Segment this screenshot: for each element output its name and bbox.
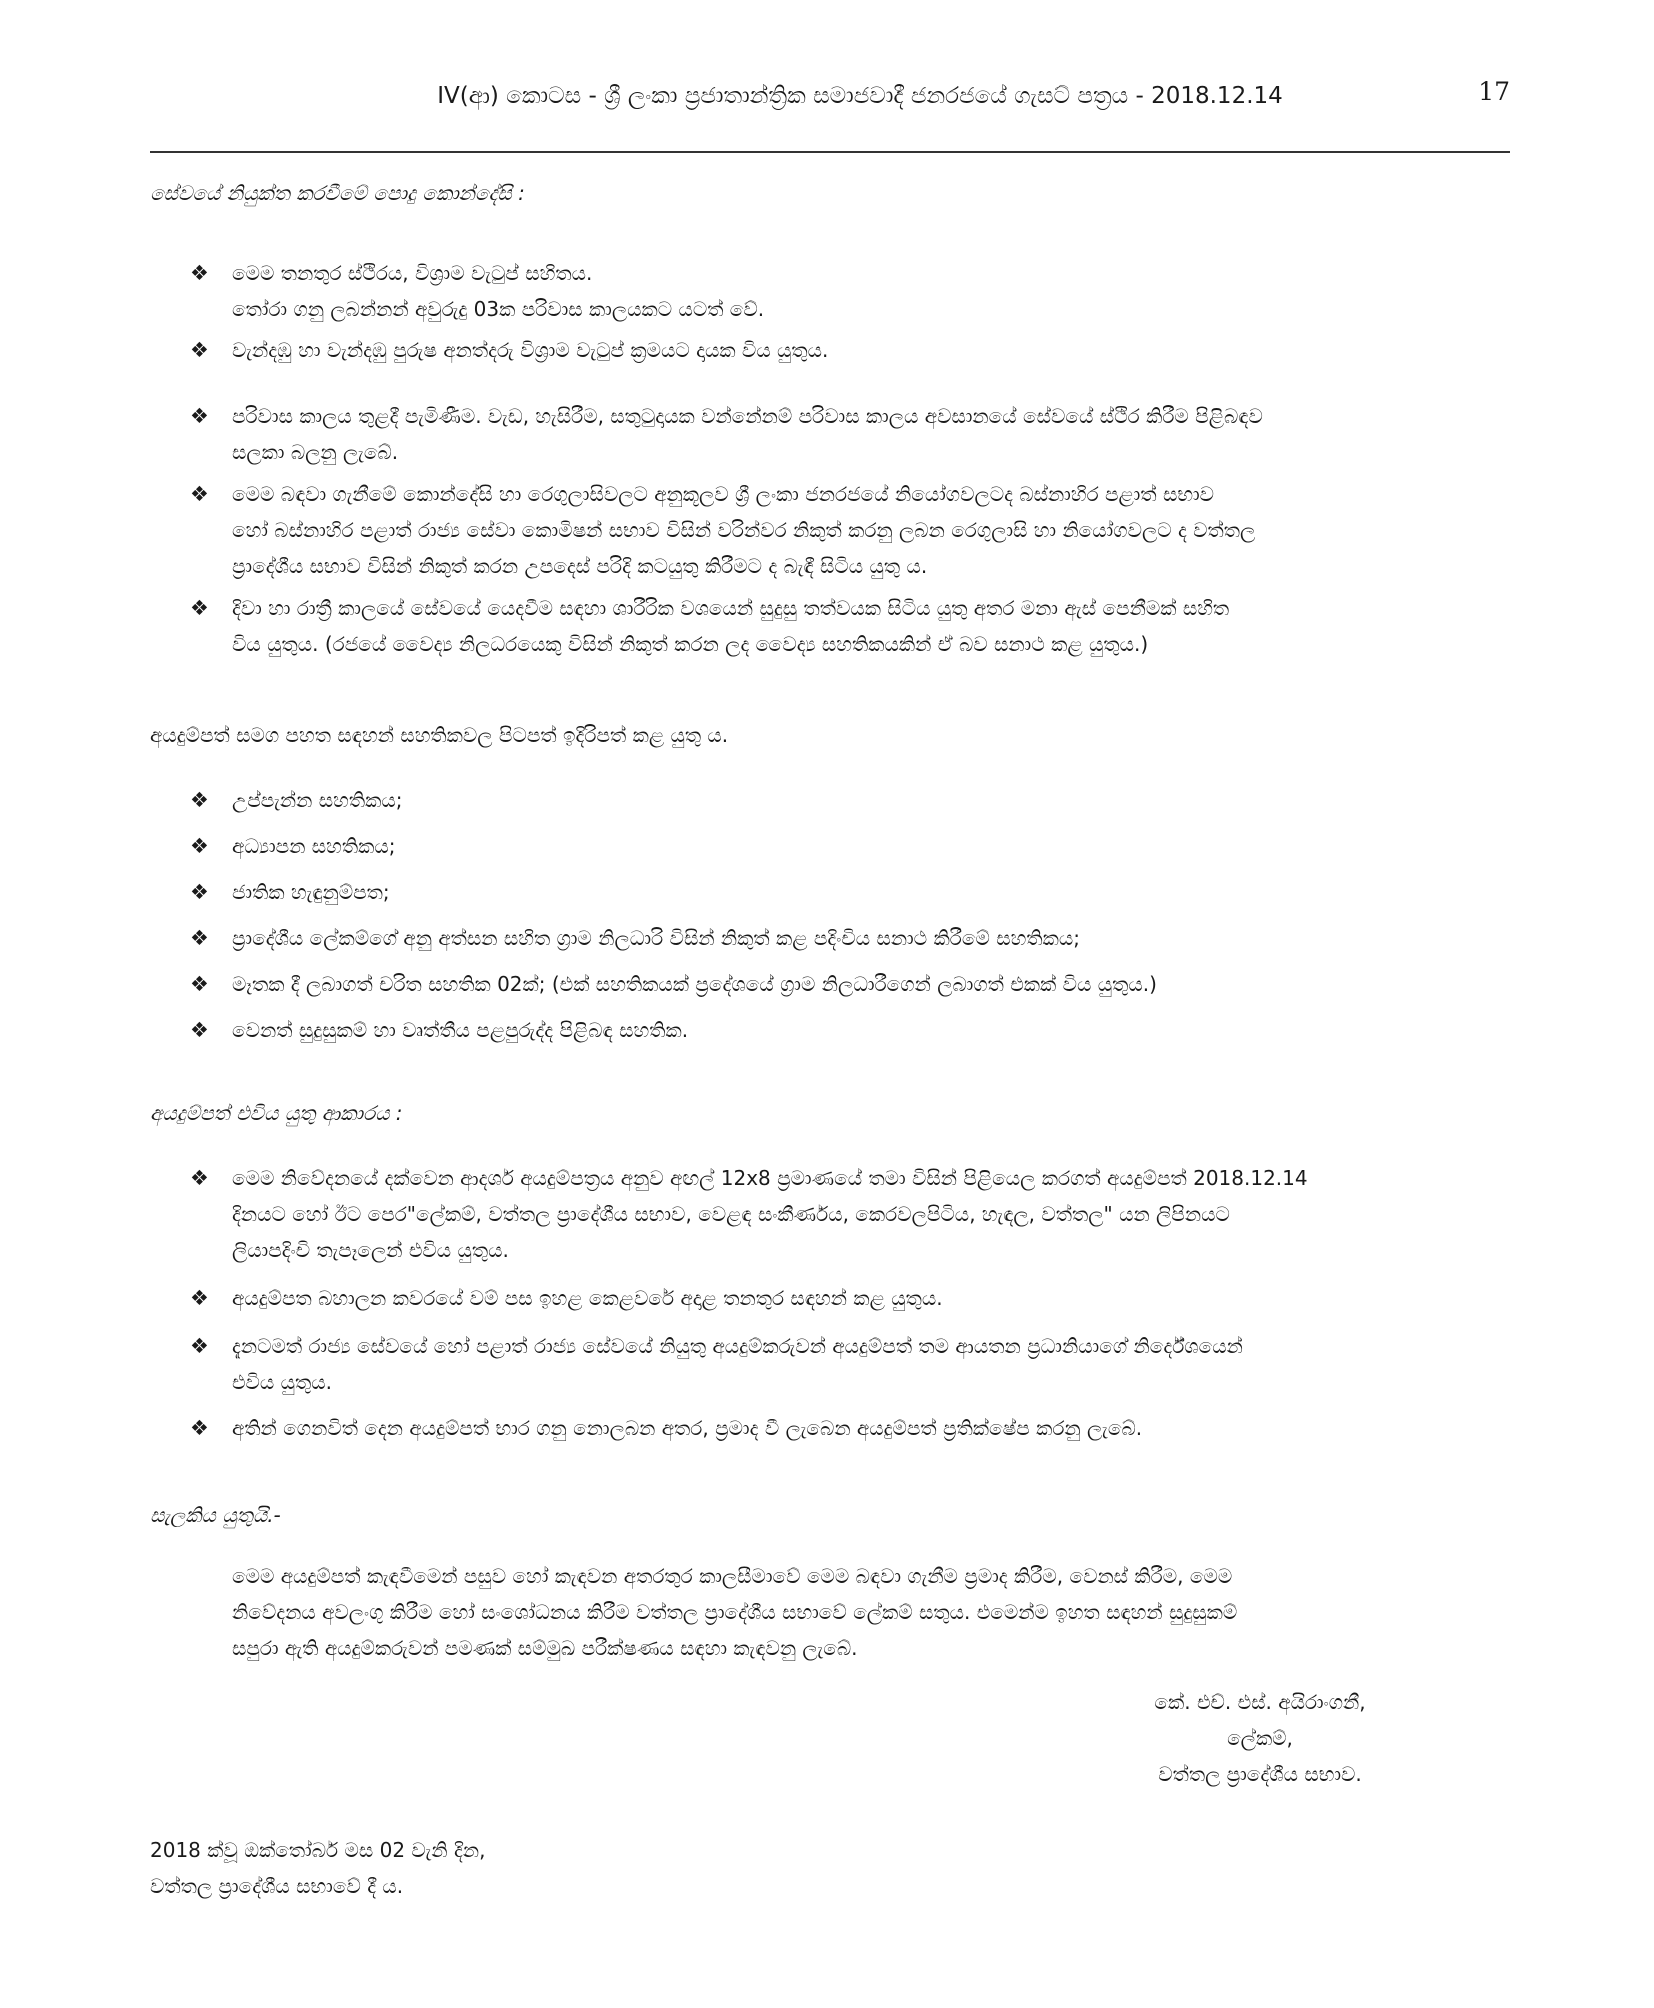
text-line: ජාතික හැඳුනුම්පත; (232, 880, 390, 904)
bullet-diamond-icon: ❖ (190, 1018, 209, 1042)
gazette-header-title: IV(ආ) කොටස - ශ්‍රී ලංකා ප්‍රජාතාන්ත්‍රික සමාජවාදී ජනරජයේ ගැසට් පත්‍රය - 2018.12.14 (437, 83, 1283, 109)
bullet-diamond-icon: ❖ (190, 834, 209, 858)
bullet-diamond-icon: ❖ (190, 338, 209, 362)
text-line: තෝරා ගනු ලබන්නන් අවුරුදු 03ක පරිවාස කාලයකට යටත් වේ. (232, 297, 765, 321)
text-line: පරිවාස කාලය තුළදී පැමිණීම. වැඩ, හැසිරීම, සතුටුදායක වන්නේනම් පරිවාස කාලය අවසානයේ සේවයේ ස්ථිර කිරීම පිළිබඳව (232, 404, 1263, 428)
issue-date: 2018 ක්වූ ඔක්තෝබර් මස 02 වැනි දින, (150, 1838, 486, 1862)
text-line: වෙනත් සුදුසුකම් හා වෘත්තීය පළපුරුද්ද පිළිබඳ සහතික. (232, 1018, 689, 1042)
signatory-designation: ලේකම්, (1227, 1726, 1293, 1750)
text-line: සපුරා ඇති අයදුම්කරුවන් පමණක් සම්මුඛ පරීක්ෂණය සඳහා කැඳවනු ලැබේ. (232, 1636, 858, 1660)
bullet-text (232, 590, 1510, 662)
bullet-diamond-icon: ❖ (190, 482, 209, 506)
bullet-diamond-icon: ❖ (190, 1334, 209, 1358)
bullet-text (232, 966, 1510, 1002)
issue-place: වත්තල ප්‍රාදේශීය සභාවේ දී ය. (150, 1874, 404, 1898)
bullet-text (232, 255, 1510, 327)
signatory-name: කේ. එච්. එස්. අයිරාංගනී, (1154, 1690, 1366, 1714)
text-line: ප්‍රාදේශීය ලේකම්ගේ අනු අත්සන සහිත ග්‍රාම නිලධාරි විසින් නිකුත් කළ පදිංචිය සනාථ කිරීමේ සහතිකය; (232, 926, 1080, 950)
text-line: එවිය යුතුය. (232, 1370, 333, 1394)
text-line: ප්‍රාදේශීය සභාව විසින් නිකුත් කරන උපදෙස් පරිදි කටයුතු කිරීමට ද බැඳී සිටිය යුතු ය. (232, 554, 928, 578)
bullet-text (232, 828, 1510, 864)
issue-date-block (150, 1832, 485, 1904)
text-line: අතින් ගෙනවිත් දෙන අයදුම්පත් භාර ගනු නොලබන අතර, ප්‍රමාද වී ලැබෙන අයදුම්පත් ප්‍රතික්ෂේප කරනු ලැබේ. (232, 1416, 1143, 1440)
bullet-diamond-icon: ❖ (190, 1286, 209, 1310)
text-line: මෙම අයදුම්පත් කැඳවීමෙන් පසුව හෝ කැඳවන අතරතුර කාලසීමාවේ මෙම බඳවා ගැනීම ප්‍රමාද කිරීම, වෙනස් කිරීම, මෙම (232, 1564, 1233, 1588)
bullet-diamond-icon: ❖ (190, 596, 209, 620)
bullet-diamond-icon: ❖ (190, 926, 209, 950)
bullet-text (232, 1012, 1510, 1048)
text-line: මෑතක දී ලබාගත් චරිත සහතික 02ක්; (එක් සහතිකයක් ප්‍රදේශයේ ග්‍රාම නිලධාරීගෙන් ලබාගත් එකක් විය යුතුය.) (232, 972, 1157, 996)
bullet-diamond-icon: ❖ (190, 880, 209, 904)
signature-block (1060, 1684, 1460, 1792)
bullet-text (232, 476, 1510, 584)
text-line: මෙම තනතුර ස්ථිරය, විශ්‍රාම වැටුප් සහිතය. (232, 261, 593, 285)
bullet-text (232, 1328, 1510, 1400)
application-method-heading: අයදුම්පත් එවිය යුතු ආකාරය : (150, 1101, 403, 1125)
text-line: මෙම බඳවා ගැනීමේ කොන්දේසි හා රෙගුලාසිවලට අනුකූලව ශ්‍රී ලංකා ජනරජයේ නියෝගවලටද බස්නාහිර පළාත් සභාව (232, 482, 1215, 506)
text-line: අධ්‍යාපන සහතිකය; (232, 834, 396, 858)
text-line: දිනයට හෝ ඊට පෙර"ලේකම්, වත්තල ප්‍රාදේශීය සභාව, වෙළඳ සංකීර්ණය, කෙරවලපිටිය, හැඳල, වත්තල" යන ලිපිනයට (232, 1202, 1230, 1226)
signatory-office: වත්තල ප්‍රාදේශීය සභාව. (1158, 1762, 1362, 1786)
general-conditions-heading: සේවයේ නියුක්ත කරවීමේ පොදු කොන්දේසි : (150, 181, 525, 205)
note-paragraph (232, 1558, 1510, 1666)
bullet-text (232, 1160, 1510, 1268)
bullet-text (232, 398, 1510, 470)
text-line: වැන්දඹු හා වැන්දඹු පුරුෂ අනත්දරු විශ්‍රාම වැටුප් ක්‍රමයට දායක විය යුතුය. (232, 338, 829, 362)
bullet-text (232, 1280, 1510, 1316)
text-line: අයදුම්පත බහාලන කවරයේ වම් පස ඉහළ කෙළවරේ අදාළ තනතුර සඳහන් කළ යුතුය. (232, 1286, 943, 1310)
bullet-diamond-icon: ❖ (190, 1416, 209, 1440)
bullet-diamond-icon: ❖ (190, 261, 209, 285)
bullet-diamond-icon: ❖ (190, 972, 209, 996)
text-line: සලකා බලනු ලැබේ. (232, 440, 399, 464)
text-line: දිවා හා රාත්‍රී කාලයේ සේවයේ යෙදවීම සඳහා ශාරීරික වශයෙන් සුදුසු තත්වයක සිටිය යුතු අතර මනා ඇස් පෙනීමක් සහිත (232, 596, 1230, 620)
bullet-text (232, 782, 1510, 818)
text-line: මෙම නිවේදනයේ දක්වෙන ආදර්ශ අයදුම්පත්‍රය අනුව අඟල් 12x8 ප්‍රමාණයේ තමා විසින් පිළියෙල කරගත් අයදුම්පත් 2018.12.14 (232, 1166, 1308, 1190)
note-heading: සැලකිය යුතුයි.- (150, 1503, 281, 1527)
header-divider (150, 151, 1510, 153)
certificates-intro: අයදුම්පත් සමග පහත සඳහන් සහතිකවල පිටපත් ඉදිරිපත් කළ යුතු ය. (150, 723, 729, 747)
bullet-text (232, 1410, 1510, 1446)
text-line: හෝ බස්නාහිර පළාත් රාජ්‍ය සේවා කොමිෂන් සභාව විසින් වරින්වර නිකුත් කරනු ලබන රෙගුලාසි හා නියෝගවලට ද වත්තල (232, 518, 1256, 542)
text-line: දැනටමත් රාජ්‍ය සේවයේ හෝ පළාත් රාජ්‍ය සේවයේ නියුතු අයදුම්කරුවන් අයදුම්පත් තම ආයතන ප්‍රධානියාගේ නිර්දේශයෙන් (232, 1334, 1243, 1358)
bullet-text (232, 874, 1510, 910)
page-number: 17 (1478, 77, 1510, 106)
text-line: විය යුතුය. (රජයේ වෛද්‍ය නිලධරයෙකු විසින් නිකුත් කරන ලද වෛද්‍ය සහතිකයකින් ඒ බව සනාථ කළ යුතුය.) (232, 632, 1149, 656)
bullet-diamond-icon: ❖ (190, 788, 209, 812)
bullet-diamond-icon: ❖ (190, 404, 209, 428)
bullet-diamond-icon: ❖ (190, 1166, 209, 1190)
page-header (150, 76, 1510, 116)
text-line: ලියාපදිංචි තැපෑලෙන් එවිය යුතුය. (232, 1238, 509, 1262)
text-line: නිවේදනය අවලංගු කිරීම හෝ සංශෝධනය කිරීම වත්තල ප්‍රාදේශීය සභාවේ ලේකම් සතුය. එමෙන්ම ඉහත සඳහන් සුදුසුකම් (232, 1600, 1238, 1624)
bullet-text (232, 920, 1510, 956)
bullet-text (232, 332, 1510, 368)
text-line: උප්පැන්න සහතිකය; (232, 788, 403, 812)
